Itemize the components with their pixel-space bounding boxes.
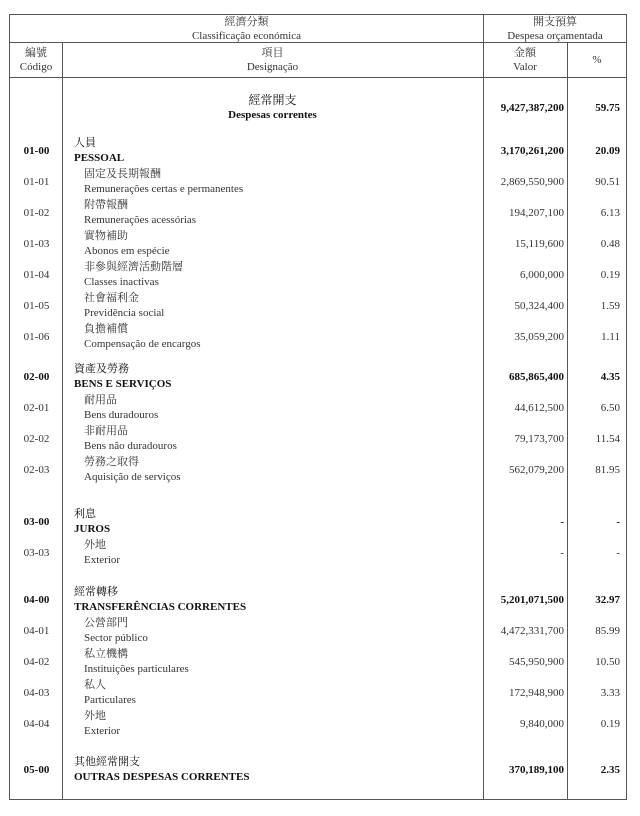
row-value: 194,207,100 [509,207,564,219]
row-designation-pt: PESSOAL [74,152,125,164]
row-designation-pt: Aquisição de serviços [84,471,181,483]
row-percent: 4.35 [600,371,620,383]
header-value-zh: 金額 [514,47,536,59]
row-designation-pt: Exterior [84,554,121,566]
row-percent: 32.97 [595,594,620,606]
row-designation-zh: 資產及勞務 [74,363,129,375]
row-designation-zh: 其他經常開支 [74,756,140,768]
row-designation-zh: 私人 [84,679,106,691]
row-percent: 6.50 [600,402,620,414]
row-percent: 0.48 [600,238,620,250]
total-value: 9,427,387,200 [500,102,564,114]
row-value: 3,170,261,200 [500,145,564,157]
table-row [10,260,626,291]
row-designation-pt: JUROS [74,523,111,535]
header-value [483,46,567,74]
row-designation-pt: Remunerações certas e permanentes [84,183,244,195]
table-row [10,709,626,740]
row-designation-zh: 外地 [84,539,106,551]
row-percent: 1.59 [600,300,620,312]
row-code: 02-02 [23,433,50,445]
row-code: 02-03 [23,464,50,476]
row-designation-zh: 非耐用品 [84,425,128,437]
row-code: 04-00 [23,594,50,606]
header-designation [62,46,483,74]
table-row [10,424,626,455]
group-row [10,507,626,538]
header-classification-zh: 經濟分類 [224,16,269,28]
row-value: 370,189,100 [509,764,564,776]
row-designation-pt: Particulares [84,694,136,706]
row-code: 03-00 [23,516,50,528]
table-row [10,616,626,647]
row-designation-zh: 利息 [74,508,96,520]
group-row [10,136,626,167]
row-value: 545,950,900 [509,656,564,668]
row-value: 6,000,000 [520,269,564,281]
row-percent: 10.50 [595,656,620,668]
row-code: 02-00 [23,371,50,383]
row-value: 79,173,700 [514,433,564,445]
total-zh: 經常開支 [248,93,297,107]
group-row [10,585,626,616]
header-classification [10,15,483,43]
row-designation-zh: 私立機構 [84,648,128,660]
header-budget [483,15,627,43]
row-designation-zh: 社會福利金 [84,292,139,304]
row-percent: 6.13 [600,207,620,219]
row-percent: 1.11 [601,331,620,343]
row-percent: 2.35 [600,764,620,776]
row-percent: - [616,516,620,528]
header-code [10,46,62,74]
table-row [10,538,626,569]
row-value: 2,869,550,900 [500,176,564,188]
row-designation-zh: 外地 [84,710,106,722]
row-designation-pt: OUTRAS DESPESAS CORRENTES [74,771,250,783]
row-value: 562,079,200 [509,464,564,476]
header-value-pt: Valor [513,61,537,73]
row-designation-pt: Exterior [84,725,121,737]
header-designation-pt: Designação [246,61,299,73]
row-code: 01-01 [23,176,50,188]
row-designation-zh: 附帶報酬 [84,199,128,211]
row-code: 04-04 [23,718,50,730]
row-value: - [560,516,564,528]
row-percent: 0.19 [600,269,620,281]
table-row [10,291,626,322]
row-designation-pt: Remunerações acessórias [84,214,197,226]
row-value: 4,472,331,700 [500,625,564,637]
row-code: 01-03 [23,238,50,250]
row-percent: 90.51 [595,176,620,188]
row-designation-pt: Compensação de encargos [84,338,201,350]
row-designation-zh: 人員 [74,137,96,149]
row-code: 01-00 [23,145,50,157]
row-designation-pt: Classes inactivas [84,276,159,288]
row-code: 01-06 [23,331,50,343]
row-percent: - [616,547,620,559]
header-code-pt: Código [19,61,53,73]
row-percent: 85.99 [595,625,620,637]
header-budget-zh: 開支預算 [533,16,577,28]
table-row [10,455,626,486]
header-classification-pt: Classificação económica [191,30,302,42]
group-row [10,362,626,393]
row-value: 172,948,900 [509,687,564,699]
table-row [10,198,626,229]
total-row [10,93,626,124]
row-percent: 0.19 [600,718,620,730]
row-code: 03-03 [23,547,50,559]
row-code: 04-02 [23,656,50,668]
row-designation-zh: 勞務之取得 [84,456,139,468]
row-designation-pt: Abonos em espécie [84,245,170,257]
budget-table [9,14,627,800]
row-code: 04-03 [23,687,50,699]
total-percent: 59.75 [595,102,620,114]
table-row [10,393,626,424]
row-designation-pt: Bens duradouros [84,409,159,421]
row-designation-zh: 實物補助 [84,230,128,242]
row-percent: 3.33 [600,687,620,699]
table-row [10,167,626,198]
table-row [10,229,626,260]
row-code: 01-04 [23,269,50,281]
row-designation-pt: TRANSFERÊNCIAS CORRENTES [74,601,247,613]
row-percent: 81.95 [595,464,620,476]
table-row [10,322,626,353]
header-budget-pt: Despesa orçamentada [507,30,603,42]
row-designation-zh: 經常轉移 [74,586,118,598]
row-code: 02-01 [23,402,50,414]
row-designation-pt: BENS E SERVIÇOS [74,378,172,390]
row-designation-pt: Bens não duradouros [84,440,177,452]
row-value: 44,612,500 [514,402,564,414]
row-designation-pt: Previdência social [84,307,165,319]
row-designation-zh: 負擔補償 [84,323,128,335]
row-percent: 11.54 [595,433,620,445]
row-designation-zh: 公營部門 [84,617,128,629]
row-designation-zh: 耐用品 [84,394,117,406]
group-row [10,755,626,786]
row-value: 15,119,600 [514,238,564,250]
table-row [10,647,626,678]
row-code: 04-01 [23,625,50,637]
row-designation-zh: 非參與經濟活動階層 [84,261,183,273]
row-designation-pt: Instituições particulares [84,663,189,675]
header-designation-zh: 項目 [261,47,284,59]
row-percent: 20.09 [595,145,620,157]
row-code: 01-02 [23,207,50,219]
row-code: 05-00 [23,764,50,776]
row-value: 35,059,200 [514,331,564,343]
header-divider [10,77,626,78]
row-value: 9,840,000 [520,718,564,730]
row-value: 5,201,071,500 [500,594,564,606]
row-value: 50,324,400 [514,300,564,312]
row-value: - [560,547,564,559]
header-code-zh: 編號 [25,47,47,59]
table-row [10,678,626,709]
row-value: 685,865,400 [509,371,564,383]
total-pt: Despesas correntes [228,109,317,121]
row-code: 01-05 [23,300,50,312]
row-designation-pt: Sector público [84,632,148,644]
row-designation-zh: 固定及長期報酬 [84,168,161,180]
header-percent: % [592,54,602,66]
